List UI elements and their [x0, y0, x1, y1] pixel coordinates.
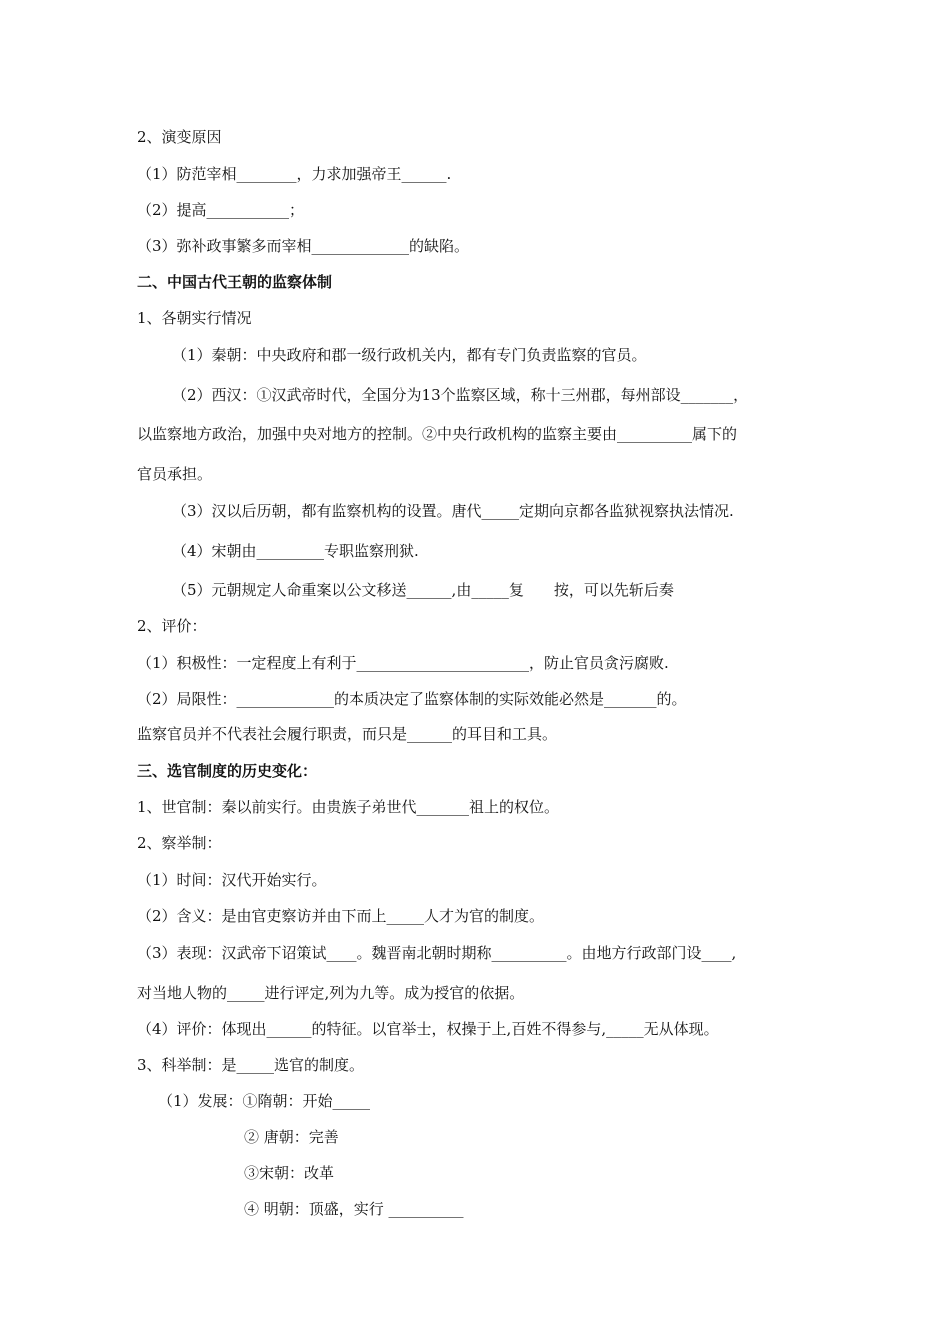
- reason-1-line: （1）防范宰相________，力求加强帝王______.: [137, 165, 452, 183]
- recommendation-time: （1）时间：汉代开始实行。: [137, 871, 327, 889]
- qin-dynasty-line: （1）秦朝：中央政府和郡一级行政机关内，都有专门负责监察的官员。: [172, 346, 647, 364]
- western-han-end: 官员承担。: [137, 465, 213, 483]
- reason-3-line: （3）弥补政事繁多而宰相_____________的缺陷。: [137, 237, 470, 255]
- development-ming: ④ 明朝：顶盛，实行 __________: [244, 1200, 464, 1218]
- section-2-heading: 2、演变原因: [137, 128, 222, 146]
- recommendation-heading: 2、察举制：: [137, 834, 222, 852]
- yuan-dynasty-line: （5）元朝规定人命重案以公文移送______,由_____复 按，可以先斩后奏: [172, 581, 674, 599]
- subheading-implementation: 1、各朝实行情况: [137, 309, 252, 327]
- heading-official-selection: 三、选官制度的历史变化：: [137, 762, 318, 780]
- development-song: ③宋朝：改革: [244, 1164, 335, 1182]
- song-dynasty-line: （4）宋朝由_________专职监察刑狱.: [172, 542, 419, 560]
- imperial-exam-heading: 3、科举制：是_____选官的制度。: [137, 1056, 365, 1074]
- western-han-continued: 以监察地方政治，加强中央对地方的控制。②中央行政机构的监察主要由__________属下的: [137, 425, 738, 443]
- recommendation-manifestation-continued: 对当地人物的_____进行评定,列为九等。成为授官的依据。: [137, 984, 525, 1002]
- development-sui: （1）发展：①隋朝：开始_____: [158, 1092, 371, 1110]
- heading-supervision-system: 二、中国古代王朝的监察体制: [137, 273, 333, 291]
- post-han-line: （3）汉以后历朝，都有监察机构的设置。唐代_____定期向京都各监狱视察执法情况.: [172, 502, 734, 520]
- hereditary-system-line: 1、世官制：秦以前实行。由贵族子弟世代_______祖上的权位。: [137, 798, 560, 816]
- evaluation-heading: 2、评价：: [137, 617, 207, 635]
- development-tang: ② 唐朝：完善: [244, 1128, 339, 1146]
- recommendation-manifestation: （3）表现：汉武帝下诏策试____。魏晋南北朝时期称__________。由地方行政部门设____,: [137, 944, 737, 962]
- reason-2-line: （2）提高___________；: [137, 201, 305, 219]
- recommendation-meaning: （2）含义：是由官吏察访并由下而上_____人才为官的制度。: [137, 907, 545, 925]
- limitation-continued: 监察官员并不代表社会履行职责，而只是______的耳目和工具。: [137, 725, 558, 743]
- recommendation-evaluation: （4）评价：体现出______的特征。以官举士，权操于上,百姓不得参与,_____无从体现。: [137, 1020, 719, 1038]
- western-han-line: （2）西汉：①汉武帝时代，全国分为13个监察区域，称十三州郡，每州部设_______，: [172, 386, 749, 404]
- limitation-line: （2）局限性：_____________的本质决定了监察体制的实际效能必然是_______的。: [137, 690, 687, 708]
- positive-line: （1）积极性：一定程度上有利于_______________________，防止官员贪污腐败.: [137, 654, 669, 672]
